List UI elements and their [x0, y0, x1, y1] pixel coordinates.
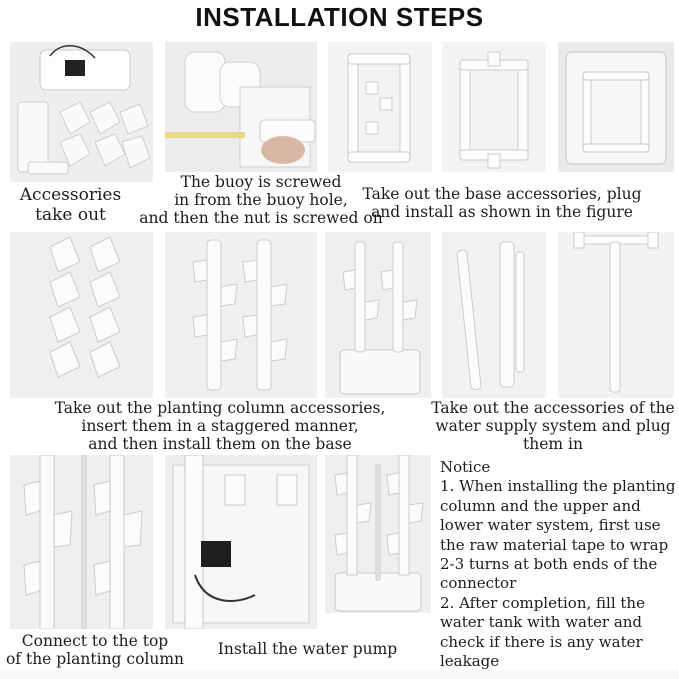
connect-top-photo: [10, 455, 153, 629]
caption-step-3: Take out the base accessories, plug and install as shown in the figure: [362, 185, 642, 221]
notice-line: leakage: [440, 652, 500, 671]
caption-step-1: Accessories take out: [19, 185, 122, 225]
notice-line: connector: [440, 574, 517, 593]
caption-step-2: The buoy is screwed in from the buoy hole, and then the nut is screwed on: [139, 173, 383, 227]
caption-step-4: Take out the planting column accessories, insert them in a staggered manner, and then install them on the base: [54, 399, 386, 453]
notice-line: column and the upper and: [440, 496, 641, 515]
caption-step-6: Connect to the top of the planting column: [5, 632, 185, 668]
water-pipe-tee-photo: [558, 232, 674, 398]
caption-step-7: Install the water pump: [217, 640, 398, 658]
column-on-base-photo: [325, 232, 431, 398]
column-assembled-photo: [165, 232, 317, 398]
notice-panel: [440, 458, 676, 671]
bottom-strip: [0, 670, 679, 679]
notice-line: 2-3 turns at both ends of the: [440, 555, 658, 574]
notice-heading: Notice: [440, 458, 491, 476]
accessories-photo: [10, 42, 153, 182]
water-pipes-photo: [442, 232, 546, 398]
water-pump-photo: [165, 455, 317, 629]
base-frame-photo-2: [442, 42, 546, 172]
notice-line: check if there is any water: [440, 632, 643, 651]
page-title: INSTALLATION STEPS: [195, 2, 484, 32]
column-parts-photo: [10, 232, 153, 398]
base-frame-photo: [328, 42, 432, 172]
caption-step-5: Take out the accessories of the water supply system and plug them in: [431, 399, 675, 453]
notice-line: the raw material tape to wrap: [440, 535, 669, 554]
finished-tower-photo: [325, 455, 431, 613]
notice-line: 1. When installing the planting: [440, 477, 676, 496]
base-in-tank-photo: [558, 42, 674, 172]
buoy-photo: [165, 42, 317, 172]
notice-line: 2. After completion, fill the: [440, 593, 645, 612]
notice-line: lower water system, first use: [440, 516, 661, 535]
notice-line: water tank with water and: [440, 613, 643, 632]
